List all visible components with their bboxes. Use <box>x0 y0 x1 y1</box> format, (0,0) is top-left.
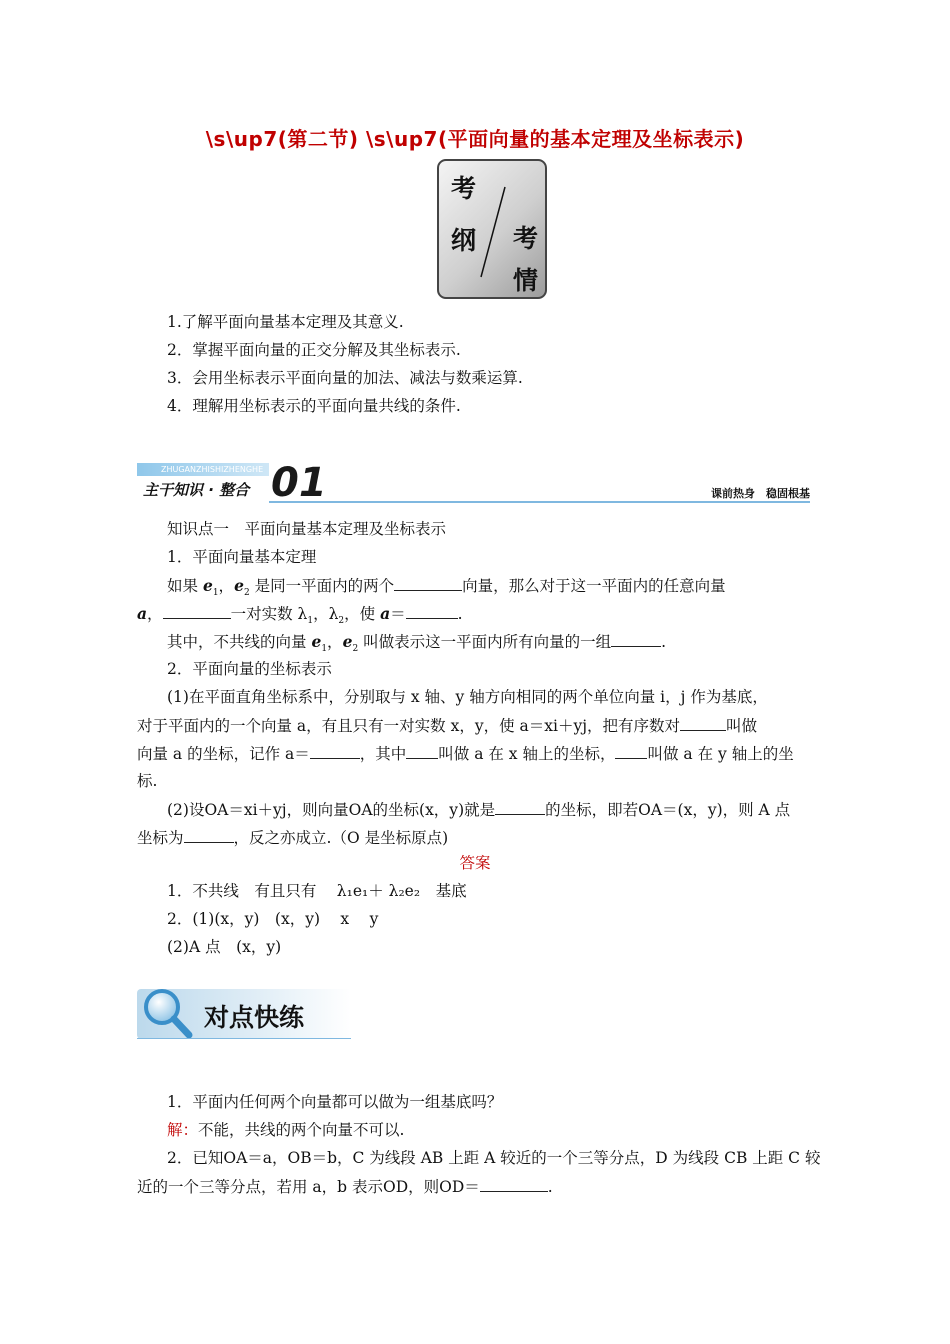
heading-1: 1．平面向量基本定理 <box>167 548 317 566</box>
vector-a: a <box>380 604 391 623</box>
badge-slash <box>437 159 547 299</box>
objective-4: 4．理解用坐标表示的平面向量共线的条件. <box>167 397 461 415</box>
paragraph-2a: (1)在平面直角坐标系中，分别取与 x 轴、y 轴方向相同的两个单位向量 i，j 作为基底， <box>167 688 768 706</box>
text: 其中，不共线的向量 <box>167 633 312 651</box>
text: ＝ <box>390 605 406 623</box>
page-title: \s\up7(第二节) \s\up7(平面向量的基本定理及坐标表示) <box>205 127 745 151</box>
section-banner <box>137 460 810 506</box>
paragraph-1a <box>167 575 726 603</box>
text: 向量 a 的坐标，记作 a＝ <box>137 745 310 763</box>
solution-text: 不能，共线的两个向量不可以. <box>198 1121 405 1139</box>
subscript: 1 <box>212 588 219 599</box>
paragraph-2d: 标. <box>137 772 158 790</box>
text: 的坐标，即若OA＝(x，y)，则 A 点 <box>545 801 791 819</box>
badge-char-kao2: 考 <box>513 224 539 253</box>
text: 叫做 a 在 y 轴上的坐 <box>647 745 794 763</box>
text: 一对实数 λ <box>230 605 308 623</box>
answer-title: 答案 <box>459 854 491 872</box>
answer-1: 1．不共线 有且只有 λ₁e₁＋ λ₂e₂ 基底 <box>167 882 467 900</box>
vector-a: a <box>137 604 148 623</box>
blank <box>611 631 661 647</box>
text: 坐标为 <box>137 829 184 847</box>
paragraph-1b <box>137 603 463 631</box>
text: . <box>457 605 463 623</box>
text: 叫做 a 在 x 轴上的坐标， <box>438 745 616 763</box>
subscript: 1 <box>307 616 314 627</box>
text: 叫做 <box>726 717 758 735</box>
subscript: 2 <box>243 588 250 599</box>
objective-2: 2．掌握平面向量的正交分解及其坐标表示. <box>167 341 461 359</box>
text: . <box>661 633 667 651</box>
practice-question-2b <box>137 1176 553 1197</box>
banner-number: 01 <box>271 460 327 506</box>
subscript: 2 <box>338 616 345 627</box>
text: 叫做表示这一平面内所有向量的一组 <box>358 633 612 651</box>
blank <box>394 575 462 591</box>
subscript: 2 <box>352 644 359 655</box>
blank <box>480 1176 548 1192</box>
badge-char-kao1: 考 <box>451 174 477 203</box>
knowledge-point-title: 知识点一 平面向量基本定理及坐标表示 <box>167 520 447 538</box>
magnifier-icon <box>139 985 199 1041</box>
text: ， <box>327 633 343 651</box>
text: ，其中 <box>359 745 407 763</box>
paragraph-3b <box>137 827 448 848</box>
blank <box>184 827 234 843</box>
paragraph-1c <box>167 631 666 659</box>
text: (2)设OA＝xi＋yj，则向量OA的坐标(x，y)就是 <box>167 801 496 819</box>
paragraph-3a <box>167 799 790 820</box>
objective-3: 3．会用坐标表示平面向量的加法、减法与数乘运算. <box>167 369 523 387</box>
vector-e: e <box>342 632 353 651</box>
badge-char-gang: 纲 <box>451 226 477 255</box>
kaogang-kaoqing-badge <box>437 159 547 299</box>
banner-rule <box>269 501 810 503</box>
vector-e: e <box>234 576 244 595</box>
solution-label: 解： <box>167 1121 199 1139</box>
answer-2: 2．(1)(x，y) (x，y) x y <box>167 910 379 928</box>
blank <box>310 743 360 759</box>
objective-1: 1.了解平面向量基本定理及其意义. <box>167 313 404 331</box>
practice-banner-rule <box>137 1038 351 1039</box>
paragraph-2b <box>137 715 757 736</box>
text: ， <box>218 577 235 595</box>
blank <box>406 743 438 759</box>
blank <box>680 715 726 731</box>
subscript: 1 <box>321 644 328 655</box>
blank <box>495 799 545 815</box>
vector-e: e <box>311 632 322 651</box>
blank <box>615 743 647 759</box>
practice-banner-text: 对点快练 <box>204 1003 305 1032</box>
heading-2: 2．平面向量的坐标表示 <box>167 660 332 678</box>
badge-char-qing: 情 <box>513 266 539 295</box>
text: ，λ <box>313 605 339 623</box>
text: 近的一个三等分点，若用 a，b 表示OD，则OD＝ <box>137 1178 480 1196</box>
practice-banner <box>137 989 351 1039</box>
text: ， <box>147 605 163 623</box>
text: . <box>547 1178 553 1196</box>
practice-question-1: 1．平面内任何两个向量都可以做为一组基底吗？ <box>167 1093 503 1111</box>
text: ，使 <box>344 605 381 623</box>
text: 向量，那么对于这一平面内的任意向量 <box>462 577 726 595</box>
banner-stripe: ZHUGANZHISHIZHENGHE <box>137 463 269 476</box>
vector-e: e <box>202 576 213 595</box>
text: 是同一平面内的两个 <box>249 577 395 595</box>
practice-question-2a: 2．已知OA＝a，OB＝b，C 为线段 AB 上距 A 较近的一个三等分点，D 为线段 CB 上距 C 较 <box>167 1149 821 1167</box>
practice-solution-1 <box>167 1120 404 1140</box>
blank <box>163 603 231 619</box>
text: 如果 <box>167 577 203 595</box>
answer-3: (2)A 点 (x，y) <box>167 938 282 956</box>
text: ，反之亦成立.（O 是坐标原点) <box>233 829 449 847</box>
banner-right-text: 课前热身 稳固根基 <box>711 487 810 500</box>
text: 对于平面内的一个向量 a，有且只有一对实数 x，y，使 a＝xi＋yj，把有序数对 <box>137 717 681 735</box>
paragraph-2c <box>137 743 794 764</box>
banner-label: 主干知识 · 整合 <box>143 481 250 499</box>
blank <box>406 603 458 619</box>
